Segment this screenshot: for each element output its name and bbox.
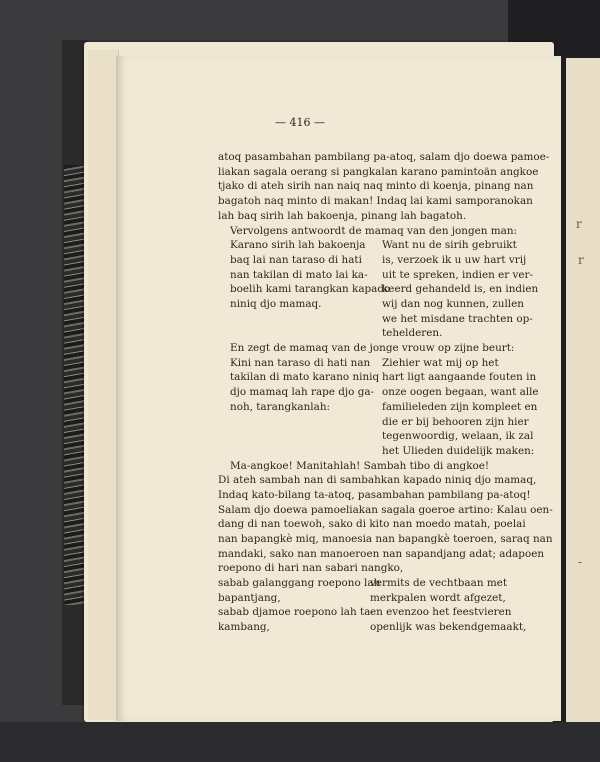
page-number: — 416 — [275, 116, 325, 129]
verse1-right-line: is, verzoek ik u uw hart vrij [382, 253, 527, 266]
para2-line: Ma-angkoe! Manitahlah! Sambah tibo di angkoe! [230, 459, 490, 472]
verse2-left-line: noh, tarangkanlah: [230, 400, 331, 413]
intro1-line: Vervolgens antwoordt de mamaq van den jongen man: [230, 224, 518, 237]
verse3-right-line: vermits de vechtbaan met [370, 577, 507, 589]
para2-line: Indaq kato-bilang ta-atoq, pasambahan pambilang pa-atoq! [218, 488, 531, 501]
para1-line: atoq pasambahan pambilang pa-atoq, salam djo doewa pamoe- [218, 151, 550, 163]
para2-line: roepono di hari nan sabari nangko, [218, 562, 404, 575]
next-page-mark: r [578, 253, 584, 267]
verse1-right-line: wij dan nog kunnen, zullen [382, 298, 524, 310]
para1-line: lah baq sirih lah bakoenja, pinang lah bagatoh. [218, 209, 467, 222]
para2-line: Di ateh sambah nan di sambahkan kapado niniq djo mamaq, [218, 474, 537, 487]
verse1-right-line: uit te spreken, indien er ver- [382, 268, 534, 281]
verse1-left-line: niniq djo mamaq. [230, 298, 322, 310]
verse2-right-line: onze oogen begaan, want alle [382, 386, 539, 399]
para2-line: mandaki, sako nan manoeroen nan sapandjang adat; adapoen [218, 547, 545, 560]
verse3-left-line: kambang, [218, 621, 270, 634]
para2-line: nan bapangkè miq, manoesia nan bapangkè toeroen, saraq nan [218, 533, 553, 545]
verse1-left-line: Karano sirih lah bakoenja [230, 239, 366, 252]
intro2-line: En zegt de mamaq van de jonge vrouw op zijne beurt: [230, 342, 515, 354]
verse1-right-line: Want nu de sirih gebruikt [382, 239, 517, 252]
para2-line: dang di nan toewoh, sako di kito nan moedo matah, poelai [218, 518, 526, 531]
verse1-right-line: we het misdane trachten op- [382, 312, 533, 325]
verse1-right-line: keerd gehandeld is, en indien [382, 283, 539, 296]
page-edges [88, 50, 119, 720]
verse3-left-line: bapantjang, [218, 591, 281, 604]
verse3-left-line: sabab galanggang roepono lah [218, 577, 381, 589]
para1-line: liakan sagala oerang si pangkalan karano pamintoän angkoe [218, 165, 539, 178]
verse3-left-line: sabab djamoe roepono lah ta- [218, 606, 374, 619]
para1-line: tjako di ateh sirih nan naiq naq minto di koenja, pinang nan [218, 180, 534, 193]
verse2-right-line: familieleden zijn kompleet en [382, 400, 538, 413]
verse2-left-line: Kini nan taraso di hati nan [230, 356, 371, 369]
next-page-mark: - [578, 555, 583, 569]
para1-line: bagatoh naq minto di makan! Indaq lai kami samporanokan [218, 195, 533, 208]
verse3-right-line: openlijk was bekendgemaakt, [370, 621, 527, 634]
verse2-right-line: Ziehier wat mij op het [382, 356, 499, 369]
verse1-left-line: boelih kami tarangkan kapado [230, 283, 391, 296]
verse2-right-line: tegenwoordig, welaan, ik zal [382, 430, 534, 443]
marbled-edge [64, 165, 84, 605]
para2-line: Salam djo doewa pamoeliakan sagala goeroe artino: Kalau oen- [218, 503, 553, 516]
verse1-left-line: nan takilan di mato lai ka- [230, 268, 368, 281]
table-surface [0, 722, 600, 762]
verse2-right-line: die er bij behooren zijn hier [382, 415, 529, 428]
verse2-left-line: djo mamaq lah rape djo ga- [230, 386, 375, 399]
verse1-left-line: baq lai nan taraso di hati [230, 253, 362, 266]
next-page [566, 58, 600, 722]
next-page-mark: r [576, 217, 582, 231]
verse3-right-line: en evenzoo het feestvieren [370, 606, 512, 619]
verse3-right-line: merkpalen wordt afgezet, [370, 591, 506, 604]
verse2-right-line: hart ligt aangaande fouten in [382, 371, 537, 384]
verse2-right-line: het Ulieden duidelijk maken: [382, 444, 535, 457]
verse1-right-line: tehelderen. [382, 327, 443, 340]
verse2-left-line: takilan di mato karano niniq [230, 371, 380, 384]
